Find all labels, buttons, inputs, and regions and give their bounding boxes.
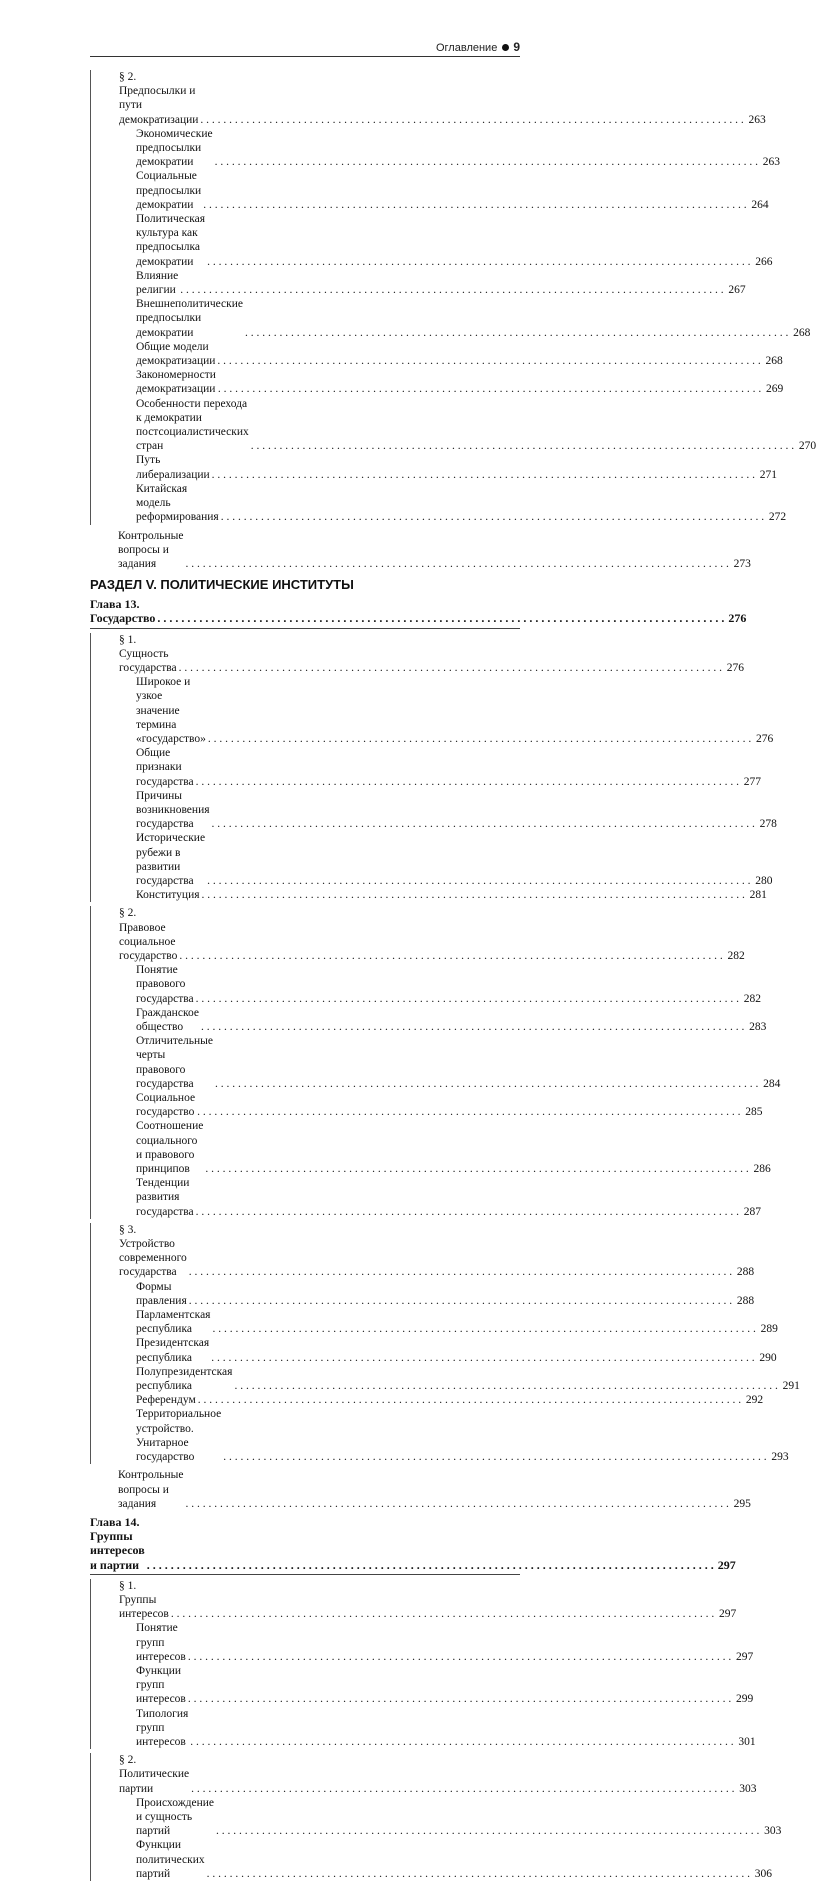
running-head-title: Оглавление [435, 42, 498, 54]
dot-leader [207, 1867, 750, 1881]
toc-entry-sub[interactable] [90, 1091, 763, 1119]
dot-leader [179, 661, 722, 675]
toc-entry-title: Глава 13. Государство [90, 597, 156, 626]
toc-entry-title: Политическая культура как предпосылка демократии [136, 213, 206, 268]
toc-entry-title: Территориальное устройство. Унитарное государство [136, 1408, 222, 1464]
dot-leader [218, 382, 761, 396]
toc-entry-page: 268 [765, 355, 783, 368]
toc-entry-title: Экономические предпосылки демократии [136, 127, 213, 169]
toc-entry-sub[interactable] [90, 1280, 755, 1308]
toc-entry-title: § 2. Правовое социальное государство [119, 907, 178, 962]
toc-entry-title: Соотношение социального и правового принципов [136, 1120, 204, 1176]
toc-entry-page: 303 [739, 1782, 757, 1795]
toc-entry-sub[interactable] [90, 1796, 782, 1839]
toc-entry-title: Социальные предпосылки демократии [136, 170, 202, 211]
dot-leader [200, 113, 743, 127]
toc-entry-page: 276 [726, 661, 745, 674]
toc-entry-sub[interactable] [90, 453, 778, 481]
dot-leader [223, 1450, 766, 1464]
dot-leader [147, 1558, 714, 1572]
toc-entry-title: Президентская республика [136, 1337, 210, 1364]
page-number: 9 [513, 40, 520, 54]
toc-entry-sec[interactable] [90, 1223, 755, 1280]
toc-entry-page: 276 [728, 611, 747, 626]
toc-entry-title: Влияние религии [136, 269, 179, 297]
toc-entry-title: Парламентская республика [136, 1309, 211, 1336]
dot-leader [212, 468, 755, 482]
toc-entry-page: 291 [782, 1380, 800, 1393]
toc-entry-sub[interactable] [90, 1034, 781, 1091]
toc-entry-sub[interactable] [90, 297, 811, 340]
toc-entry-title: Общие модели демократизации [136, 340, 216, 368]
toc-entry-title: Конституция [136, 889, 200, 902]
dot-leader [196, 775, 739, 789]
toc-entry-page: 264 [751, 198, 769, 211]
toc-entry-sub[interactable] [90, 1336, 777, 1364]
toc-entry-sub[interactable] [90, 746, 762, 789]
dot-leader [215, 155, 758, 169]
toc-entry-page: 292 [745, 1394, 764, 1407]
toc-entry-title: Китайская модель реформирования [136, 482, 219, 524]
toc-entry-sub[interactable] [90, 1707, 756, 1750]
toc-entry-sub[interactable] [90, 482, 787, 525]
toc-entry-sub[interactable] [90, 1006, 767, 1034]
toc-entry-page: 266 [755, 255, 773, 268]
toc-entry-title: § 1. Сущность государства [119, 633, 177, 674]
dot-leader [245, 326, 788, 340]
toc-entry-title: Референдум [136, 1394, 196, 1407]
toc-entry-page: 281 [749, 889, 767, 902]
toc-entry-title: Тенденции развития государства [136, 1177, 194, 1218]
toc-entry-sub[interactable] [90, 1407, 789, 1464]
table-of-contents [90, 66, 816, 1881]
toc-entry-title: § 1. Группы интересов [119, 1579, 169, 1621]
toc-entry-page: 283 [749, 1021, 767, 1033]
toc-entry-page: 276 [756, 732, 774, 745]
toc-entry-sub[interactable] [90, 675, 774, 746]
toc-entry-page: 282 [727, 949, 745, 962]
toc-entry-title: Путь либерализации [136, 454, 210, 481]
toc-entry-sub[interactable] [90, 1308, 778, 1336]
toc-entry-page: 273 [733, 557, 751, 570]
toc-entry-sub[interactable] [90, 888, 767, 902]
toc-entry-sec[interactable] [90, 70, 766, 127]
toc-entry-title: § 2. Политические партии [119, 1754, 190, 1795]
dot-leader [212, 817, 755, 831]
toc-entry-page: 278 [759, 818, 777, 831]
toc-entry-sub[interactable] [90, 269, 746, 297]
dot-leader [217, 354, 760, 368]
toc-entry-title: § 3. Устройство современного государства [119, 1223, 187, 1279]
dot-leader [216, 1824, 759, 1838]
toc-entry-page: 280 [755, 874, 773, 887]
dot-leader [203, 198, 746, 212]
toc-entry-page: 297 [735, 1650, 754, 1663]
dot-leader [179, 949, 722, 963]
toc-entry-sub[interactable] [90, 397, 816, 454]
toc-entry-title: Социальное государство [136, 1092, 196, 1119]
toc-entry-title: Широкое и узкое значение термина «государство» [136, 676, 206, 745]
toc-entry-sub[interactable] [90, 1838, 772, 1881]
toc-entry-title: Функции политических партий [136, 1839, 205, 1880]
toc-entry-sub[interactable] [90, 831, 773, 888]
dot-leader [215, 1077, 758, 1091]
toc-entry-sec[interactable] [90, 1753, 757, 1796]
part-title: РАЗДЕЛ V. ПОЛИТИЧЕСКИЕ ИНСТИТУТЫ [90, 577, 354, 593]
toc-entry-page: 289 [760, 1323, 778, 1336]
toc-entry-page: 263 [762, 156, 780, 169]
toc-entry-page: 277 [743, 775, 762, 788]
dot-leader [201, 1020, 744, 1034]
toc-entry-page: 271 [759, 468, 778, 481]
toc-entry-page: 263 [748, 113, 766, 126]
dot-leader [198, 1393, 741, 1407]
toc-entry-page: 299 [735, 1693, 754, 1706]
toc-entry-chapter[interactable] [90, 1514, 736, 1575]
toc-entry-title: Контрольные вопросы и задания [118, 529, 184, 570]
toc-entry-title: Общие признаки государства [136, 747, 194, 788]
toc-entry-sub[interactable] [90, 789, 777, 832]
dot-leader [186, 1497, 729, 1511]
toc-entry-title: Внешнеполитические предпосылки демократии [136, 298, 243, 339]
dot-leader [196, 992, 739, 1006]
toc-entry-page: 269 [766, 383, 784, 396]
toc-entry-sec[interactable] [90, 633, 745, 676]
toc-entry-title: Причины возникновения государства [136, 789, 210, 831]
dot-leader [180, 283, 723, 297]
dot-leader [191, 1782, 734, 1796]
dot-leader [188, 1692, 731, 1706]
running-head [90, 38, 520, 57]
toc-entry-page: 297 [718, 1608, 737, 1621]
dot-leader [234, 1379, 777, 1393]
toc-entry-page: 287 [743, 1205, 762, 1218]
toc-entry-qa[interactable] [90, 529, 751, 572]
toc-entry-page: 297 [717, 1557, 736, 1572]
toc-entry-page: 293 [771, 1451, 789, 1464]
toc-entry-page: 267 [728, 284, 746, 297]
toc-entry-sec[interactable] [90, 906, 745, 963]
toc-entry-page: 285 [745, 1106, 763, 1119]
toc-entry-title: § 2. Предпосылки и пути демократизации [119, 71, 199, 126]
dot-leader [205, 1162, 748, 1176]
toc-entry-page: 272 [768, 511, 787, 524]
bullet-icon [502, 44, 509, 51]
toc-entry-page: 306 [754, 1867, 772, 1880]
toc-entry-sub[interactable] [90, 212, 773, 269]
toc-entry-title: Типология групп интересов [136, 1707, 189, 1748]
toc-entry-sub[interactable] [90, 1664, 754, 1707]
toc-entry-title: Исторические рубежи в развитии государства [136, 832, 206, 887]
toc-entry-sub[interactable] [90, 368, 784, 396]
toc-entry-sub[interactable] [90, 340, 783, 368]
dot-leader [171, 1607, 714, 1621]
toc-entry-title: Полупрезидентская республика [136, 1365, 233, 1393]
toc-entry-title: Функции групп интересов [136, 1664, 186, 1706]
toc-entry-page: 288 [736, 1294, 755, 1307]
dot-leader [189, 1265, 732, 1279]
dot-leader [202, 888, 745, 902]
toc-entry-qa[interactable] [90, 1468, 751, 1511]
toc-entry-sec[interactable] [90, 1579, 737, 1622]
toc-entry-page: 301 [738, 1735, 756, 1748]
toc-entry-sub[interactable] [90, 1119, 771, 1176]
toc-entry-sub[interactable] [90, 1621, 754, 1664]
toc-entry-page: 286 [753, 1163, 771, 1176]
dot-leader [196, 1205, 739, 1219]
dot-leader [190, 1735, 733, 1749]
toc-entry-page: 303 [764, 1825, 782, 1838]
toc-entry-page: 290 [759, 1351, 777, 1364]
toc-entry-page: 295 [733, 1497, 751, 1510]
toc-entry-sub[interactable] [90, 169, 769, 212]
dot-leader [211, 1351, 754, 1365]
toc-entry-sub[interactable] [90, 127, 780, 170]
toc-entry-page: 288 [736, 1266, 755, 1279]
dot-leader [186, 557, 729, 571]
dot-leader [157, 611, 724, 625]
dot-leader [221, 510, 764, 524]
dot-leader [251, 439, 794, 453]
dot-leader [189, 1294, 732, 1308]
toc-entry-title: Контрольные вопросы и задания [118, 1469, 184, 1510]
toc-entry-title: Особенности перехода к демократии постсоциалистических стран [136, 397, 249, 453]
toc-entry-title: Происхождение и сущность партий [136, 1796, 215, 1838]
toc-entry-title: Глава 14. Группы интересов и партии [90, 1514, 145, 1572]
toc-entry-part[interactable] [90, 577, 520, 593]
dot-leader [197, 1105, 740, 1119]
dot-leader [207, 874, 750, 888]
toc-entry-title: Закономерности демократизации [136, 369, 216, 396]
toc-entry-title: Понятие правового государства [136, 964, 194, 1005]
toc-entry-page: 270 [798, 440, 816, 453]
toc-entry-page: 284 [763, 1077, 781, 1090]
toc-entry-chapter[interactable] [90, 597, 747, 628]
dot-leader [207, 255, 750, 269]
dot-leader [188, 1650, 731, 1664]
dot-leader [212, 1322, 755, 1336]
toc-entry-sub[interactable] [90, 1393, 764, 1407]
toc-entry-sub[interactable] [90, 1365, 800, 1393]
toc-entry-title: Понятие групп интересов [136, 1622, 186, 1663]
toc-entry-page: 268 [793, 326, 811, 339]
toc-entry-title: Гражданское общество [136, 1006, 199, 1033]
toc-entry-sub[interactable] [90, 963, 762, 1006]
toc-entry-title: Отличительные черты правового государства [136, 1035, 213, 1090]
dot-leader [208, 732, 751, 746]
toc-entry-sub[interactable] [90, 1176, 762, 1219]
toc-entry-title: Формы правления [136, 1280, 187, 1307]
toc-entry-page: 282 [743, 992, 762, 1005]
